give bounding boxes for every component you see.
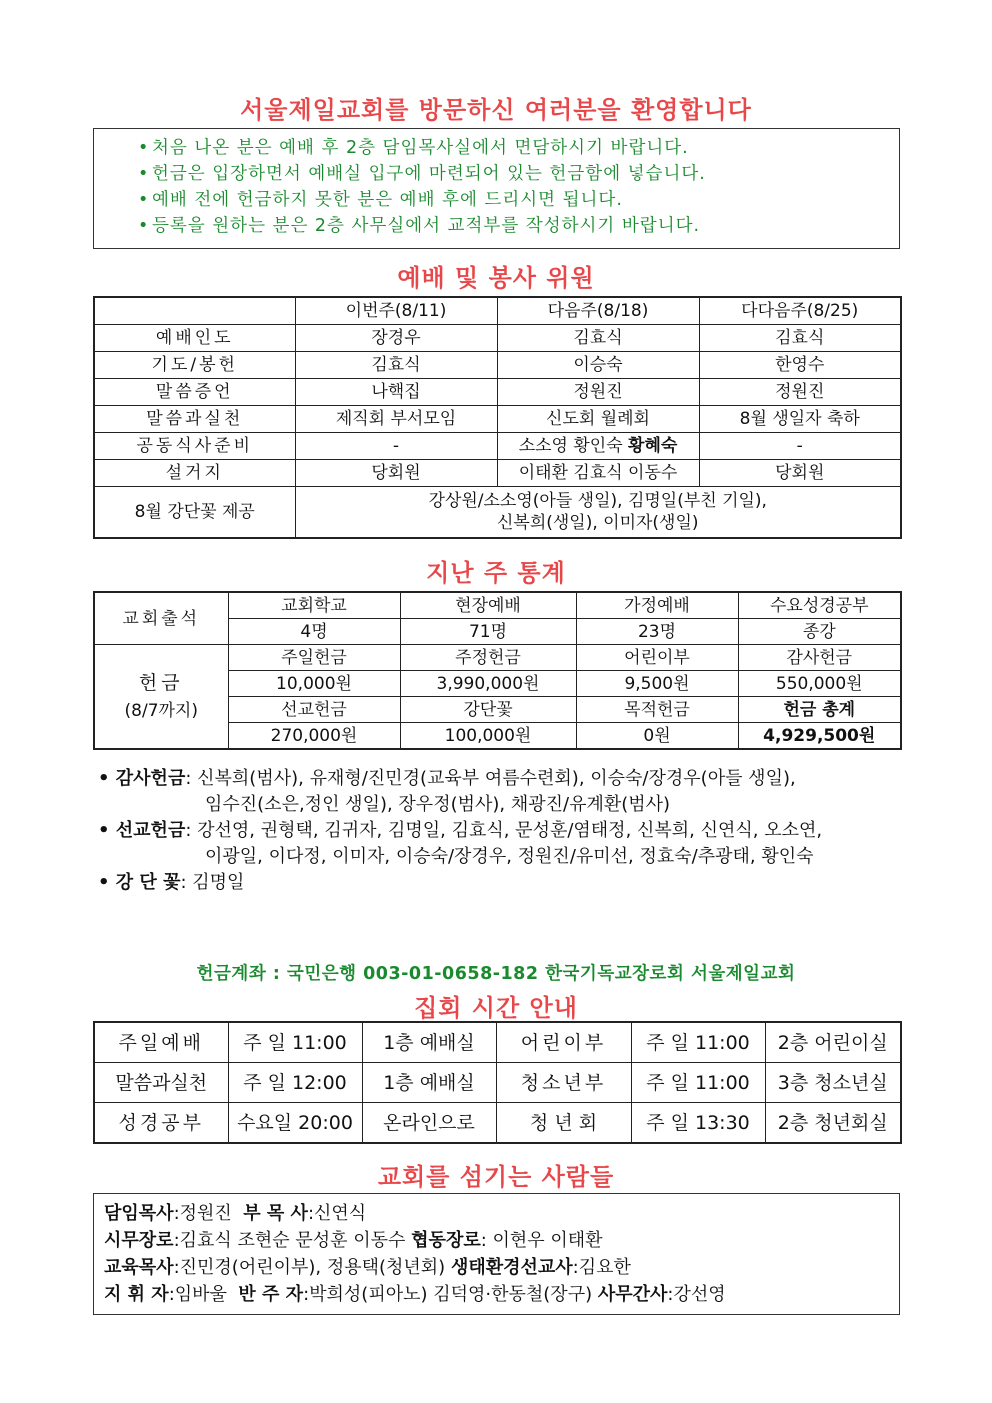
welcome-line bbox=[138, 161, 899, 187]
table-cell: 나핵집 bbox=[295, 379, 497, 406]
table-row bbox=[94, 645, 901, 671]
cell-text: 소소영 황인숙 bbox=[518, 436, 629, 456]
table-cell: 71명 bbox=[400, 619, 576, 645]
note-text: 신복희(범사), 유재형/진민경(교육부 여름수련회), 이승숙/장경우(아들 생일), bbox=[197, 768, 796, 789]
table-cell: 어린이부 bbox=[496, 1022, 631, 1063]
welcome-text: 예배 전에 헌금하지 못한 분은 예배 후에 드리시면 됩니다. bbox=[152, 190, 623, 210]
staff-role: 반 주 자 bbox=[238, 1284, 304, 1305]
bullet: • bbox=[138, 190, 150, 210]
table-row bbox=[94, 1022, 901, 1063]
table-row bbox=[94, 460, 901, 487]
table-row bbox=[94, 379, 901, 406]
row-label: 예배인도 bbox=[94, 325, 295, 352]
meetings-table bbox=[93, 1021, 902, 1144]
staff-names: :박희성(피아노) 김덕영·한동철(장구) bbox=[303, 1284, 598, 1305]
table-cell: 주 일 11:00 bbox=[631, 1063, 765, 1103]
table-cell: 김효식 bbox=[295, 352, 497, 379]
table-header: 주정헌금 bbox=[400, 645, 576, 671]
staff-line bbox=[104, 1200, 899, 1227]
staff-role: 사무간사 bbox=[597, 1284, 668, 1305]
staff-names: : 이현우 이태환 bbox=[480, 1230, 603, 1251]
table-cell: 정원진 bbox=[497, 379, 699, 406]
table-row bbox=[94, 433, 901, 460]
table-header: 목적헌금 bbox=[576, 697, 738, 723]
stats-table bbox=[93, 591, 902, 750]
table-row bbox=[94, 592, 901, 619]
staff-line bbox=[104, 1227, 899, 1254]
bullet: • bbox=[138, 138, 150, 158]
staff-names: :임바울 bbox=[168, 1284, 239, 1305]
table-header: 교회학교 bbox=[228, 592, 400, 619]
welcome-text: 처음 나온 분은 예배 후 2층 담임목사실에서 면담하시기 바랍니다. bbox=[152, 138, 689, 158]
table-header: 다다음주(8/25) bbox=[699, 297, 901, 325]
table-row bbox=[94, 1063, 901, 1103]
note-label: 강 단 꽃 bbox=[115, 872, 181, 893]
table-cell: 23명 bbox=[576, 619, 738, 645]
meetings-title: 집회 시간 안내 bbox=[414, 994, 578, 1022]
table-cell: 3층 청소년실 bbox=[765, 1063, 901, 1103]
note-bullet: • bbox=[98, 768, 116, 789]
table-header: 주일헌금 bbox=[228, 645, 400, 671]
note-text: 강선영, 권형택, 김귀자, 김명일, 김효식, 문성훈/염태정, 신복희, 신연식, 오소연, bbox=[197, 820, 823, 841]
note-label: 감사헌금 bbox=[115, 768, 186, 789]
note-row bbox=[98, 818, 918, 844]
flower-line: 신복희(생일), 이미자(생일) bbox=[496, 513, 699, 533]
table-cell: 종강 bbox=[738, 619, 901, 645]
table-cell: - bbox=[699, 433, 901, 460]
table-header: 강단꽃 bbox=[400, 697, 576, 723]
staff-line bbox=[104, 1281, 899, 1308]
note-text: 이광일, 이다정, 이미자, 이승숙/장경우, 정원진/유미선, 정효숙/추광태, 황인숙 bbox=[205, 846, 814, 867]
note-colon: : bbox=[185, 768, 198, 789]
table-cell: 성경공부 bbox=[94, 1103, 228, 1144]
table-cell: 3,990,000원 bbox=[400, 671, 576, 697]
table-cell: 이태환 김효식 이동수 bbox=[497, 460, 699, 487]
row-label: 공동식사준비 bbox=[94, 433, 295, 460]
table-cell: 주 일 13:30 bbox=[631, 1103, 765, 1144]
table-header: 현장예배 bbox=[400, 592, 576, 619]
row-label: 교회출석 bbox=[94, 592, 228, 645]
table-row bbox=[94, 487, 901, 539]
staff-role: 담임목사 bbox=[104, 1203, 174, 1224]
table-row bbox=[94, 352, 901, 379]
table-cell: 2층 청년회실 bbox=[765, 1103, 901, 1144]
table-header: 수요성경공부 bbox=[738, 592, 901, 619]
note-row bbox=[98, 766, 918, 792]
row-label bbox=[94, 645, 228, 750]
welcome-text: 헌금은 입장하면서 예배실 입구에 마련되어 있는 헌금함에 넣습니다. bbox=[152, 164, 706, 184]
staff-role: 부 목 사 bbox=[243, 1203, 308, 1224]
table-row bbox=[94, 297, 901, 325]
table-cell: - bbox=[295, 433, 497, 460]
table-cell: 김효식 bbox=[699, 325, 901, 352]
table-cell: 당회원 bbox=[699, 460, 901, 487]
note-bullet: • bbox=[98, 872, 116, 893]
table-cell: 550,000원 bbox=[738, 671, 901, 697]
table-header: 헌금 총계 bbox=[738, 697, 901, 723]
table-cell: 주 일 11:00 bbox=[228, 1022, 362, 1063]
welcome-line bbox=[138, 135, 899, 161]
table-header: 어린이부 bbox=[576, 645, 738, 671]
row-label: 말씀과실천 bbox=[94, 406, 295, 433]
staff-role: 지 휘 자 bbox=[104, 1284, 169, 1305]
row-label: 기도/봉헌 bbox=[94, 352, 295, 379]
table-cell: 말씀과실천 bbox=[94, 1063, 228, 1103]
table-cell: 청 년 회 bbox=[496, 1103, 631, 1144]
table-cell: 4,929,500원 bbox=[738, 723, 901, 750]
note-colon: : bbox=[180, 872, 193, 893]
note-text: 임수진(소은,정인 생일), 장우정(범사), 채광진/유계환(범사) bbox=[205, 794, 671, 815]
welcome-title: 서울제일교회를 방문하신 여러분을 환영합니다 bbox=[240, 96, 752, 124]
table-cell: 10,000원 bbox=[228, 671, 400, 697]
table-cell bbox=[94, 297, 295, 325]
service-title: 예배 및 봉사 위원 bbox=[397, 264, 595, 292]
table-header: 감사헌금 bbox=[738, 645, 901, 671]
bullet: • bbox=[138, 164, 150, 184]
table-cell: 4명 bbox=[228, 619, 400, 645]
staff-names: :김요한 bbox=[572, 1257, 631, 1278]
table-row bbox=[94, 1103, 901, 1144]
table-cell: 장경우 bbox=[295, 325, 497, 352]
service-table bbox=[93, 296, 902, 539]
note-bullet: • bbox=[98, 820, 116, 841]
note-text: 김명일 bbox=[192, 872, 245, 893]
table-cell: 100,000원 bbox=[400, 723, 576, 750]
bank-account: 헌금계좌 : 국민은행 003-01-0658-182 한국기독교장로회 서울제일교회 bbox=[196, 964, 796, 984]
table-cell: 9,500원 bbox=[576, 671, 738, 697]
table-cell bbox=[295, 487, 901, 539]
note-label: 선교헌금 bbox=[115, 820, 186, 841]
staff-names: :정원진 bbox=[173, 1203, 244, 1224]
staff-names: :김효식 조현순 문성훈 이동수 bbox=[173, 1230, 412, 1251]
welcome-text: 등록을 원하는 분은 2층 사무실에서 교적부를 작성하시기 바랍니다. bbox=[152, 216, 701, 236]
table-row bbox=[94, 325, 901, 352]
offering-notes bbox=[98, 766, 918, 896]
row-label: 8월 강단꽃 제공 bbox=[94, 487, 295, 539]
welcome-box bbox=[93, 128, 900, 249]
welcome-line bbox=[138, 187, 899, 213]
table-cell: 2층 어린이실 bbox=[765, 1022, 901, 1063]
row-label: 말씀증언 bbox=[94, 379, 295, 406]
note-colon: : bbox=[185, 820, 198, 841]
welcome-line bbox=[138, 213, 899, 239]
stats-title: 지난 주 통계 bbox=[426, 559, 566, 587]
bullet: • bbox=[138, 216, 150, 236]
staff-box bbox=[93, 1193, 900, 1315]
flower-line: 강상원/소소영(아들 생일), 김명일(부친 기일), bbox=[428, 491, 767, 511]
table-cell: 온라인으로 bbox=[362, 1103, 496, 1144]
table-header: 선교헌금 bbox=[228, 697, 400, 723]
table-header: 다음주(8/18) bbox=[497, 297, 699, 325]
table-row bbox=[94, 406, 901, 433]
table-cell: 김효식 bbox=[497, 325, 699, 352]
table-cell: 주일예배 bbox=[94, 1022, 228, 1063]
table-cell: 1층 예배실 bbox=[362, 1063, 496, 1103]
note-row bbox=[98, 870, 918, 896]
table-cell: 8월 생일자 축하 bbox=[699, 406, 901, 433]
offering-label: 헌금 bbox=[138, 671, 184, 694]
table-cell: 청소년부 bbox=[496, 1063, 631, 1103]
table-cell: 당회원 bbox=[295, 460, 497, 487]
table-cell: 수요일 20:00 bbox=[228, 1103, 362, 1144]
staff-role: 협동장로 bbox=[411, 1230, 481, 1251]
cell-text-bold: 황혜숙 bbox=[628, 436, 678, 456]
staff-names: :신연식 bbox=[307, 1203, 367, 1224]
row-label: 설거지 bbox=[94, 460, 295, 487]
table-cell: 0원 bbox=[576, 723, 738, 750]
staff-title: 교회를 섬기는 사람들 bbox=[377, 1163, 615, 1191]
offering-sub: (8/7까지) bbox=[124, 700, 198, 721]
table-cell bbox=[497, 433, 699, 460]
staff-names: :강선영 bbox=[667, 1284, 726, 1305]
table-cell: 1층 예배실 bbox=[362, 1022, 496, 1063]
staff-role: 시무장로 bbox=[104, 1230, 174, 1251]
table-cell: 제직회 부서모임 bbox=[295, 406, 497, 433]
table-cell: 270,000원 bbox=[228, 723, 400, 750]
table-cell: 신도회 월례회 bbox=[497, 406, 699, 433]
table-cell: 주 일 12:00 bbox=[228, 1063, 362, 1103]
table-cell: 정원진 bbox=[699, 379, 901, 406]
staff-line bbox=[104, 1254, 899, 1281]
table-header: 이번주(8/11) bbox=[295, 297, 497, 325]
staff-role: 생태환경선교사 bbox=[450, 1257, 573, 1278]
table-cell: 한영수 bbox=[699, 352, 901, 379]
table-cell: 주 일 11:00 bbox=[631, 1022, 765, 1063]
table-cell: 이승숙 bbox=[497, 352, 699, 379]
staff-role: 교육목사 bbox=[104, 1257, 174, 1278]
staff-names: :진민경(어린이부), 정용택(청년회) bbox=[173, 1257, 451, 1278]
table-header: 가정예배 bbox=[576, 592, 738, 619]
